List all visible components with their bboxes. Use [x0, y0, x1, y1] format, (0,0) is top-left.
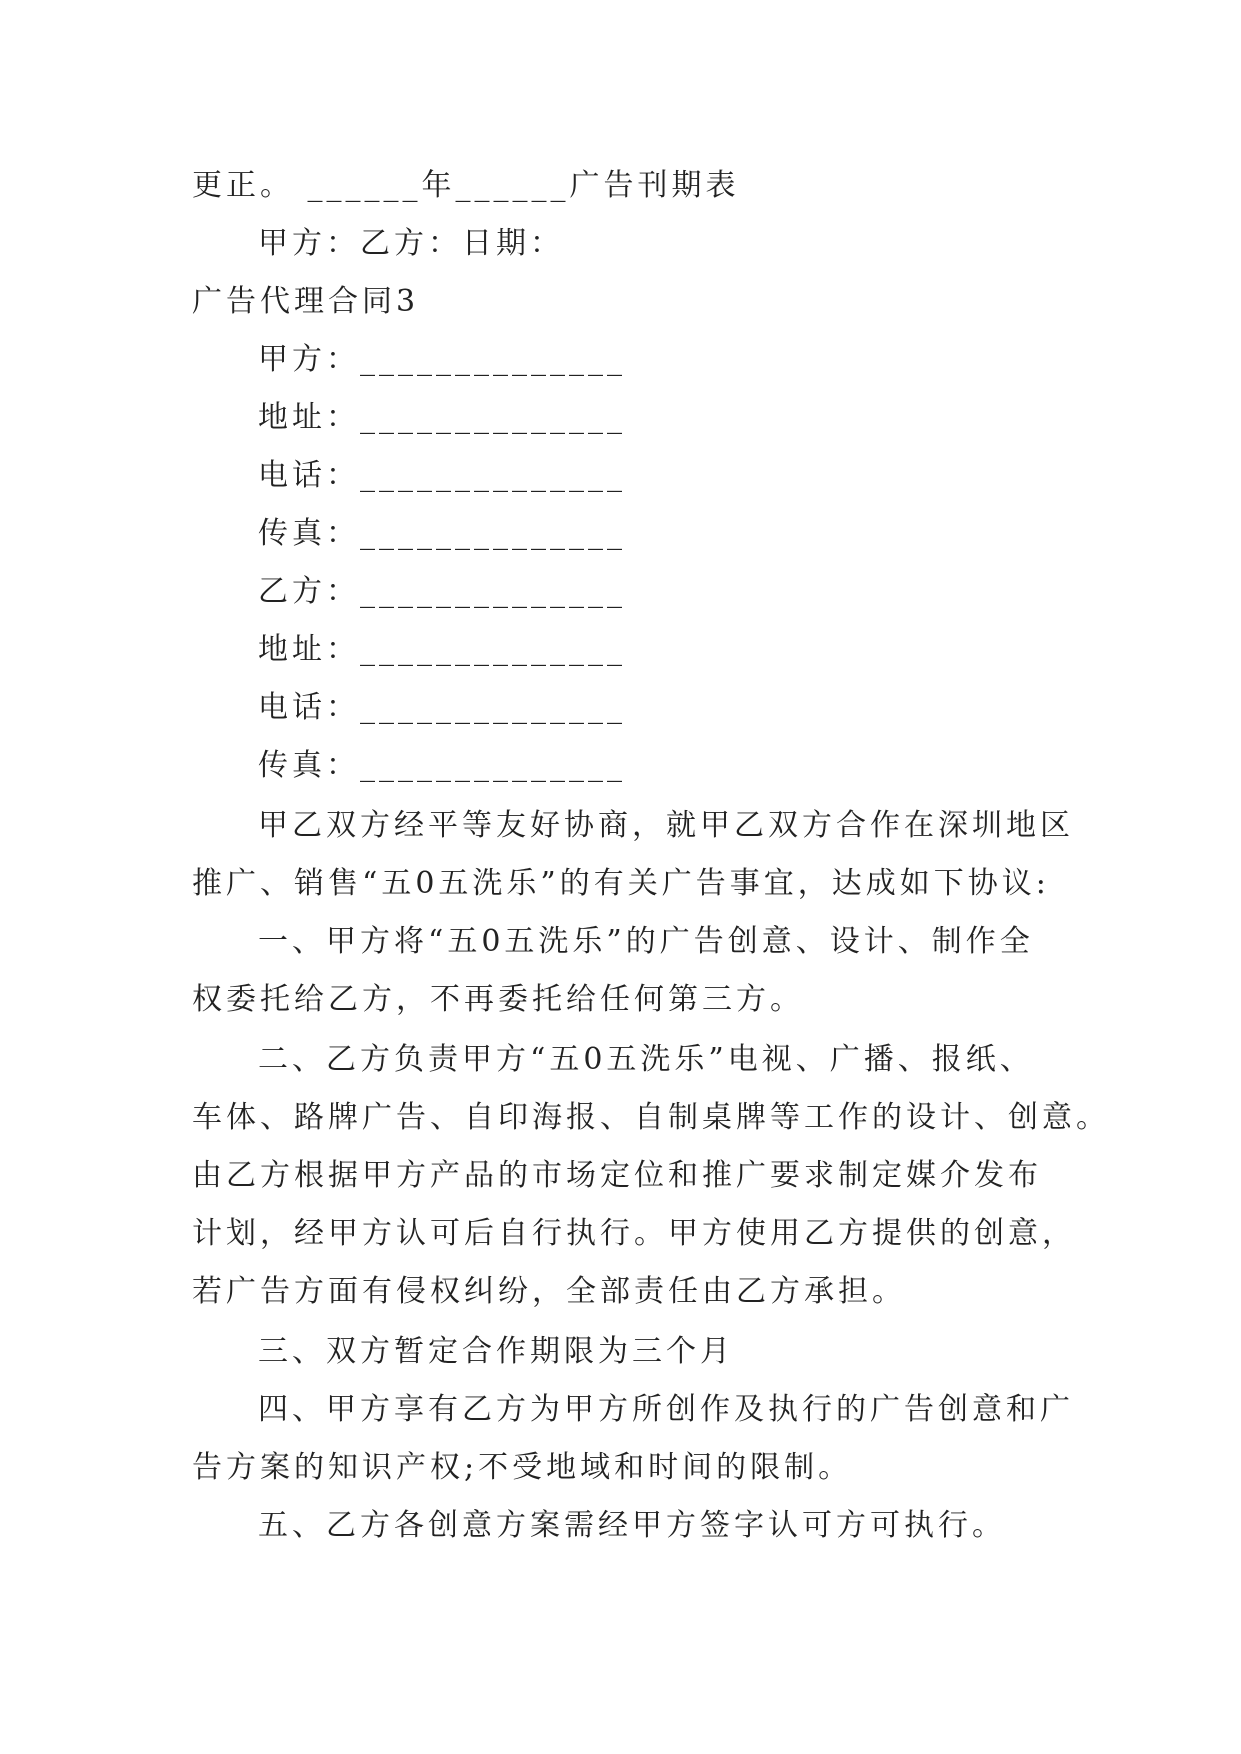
clause-4-line-1: 四、甲方享有乙方为甲方所创作及执行的广告创意和广: [258, 1392, 1074, 1427]
clause-2-line-4: 计划，经甲方认可后自行执行。甲方使用乙方提供的创意，: [192, 1216, 1076, 1251]
clause-3: 三、双方暂定合作期限为三个月: [258, 1334, 734, 1369]
party-b-field: 乙方：______________: [258, 574, 626, 609]
clause-1-line-2: 权委托给乙方，不再委托给任何第三方。: [192, 982, 804, 1017]
party-a-fax-field: 传真：______________: [258, 516, 626, 551]
clause-2-line-1: 二、乙方负责甲方“五0五洗乐”电视、广播、报纸、: [258, 1042, 1034, 1077]
text-line-correction: 更正。 ______年______广告刊期表: [192, 168, 740, 203]
party-b-fax-field: 传真：______________: [258, 748, 626, 783]
paragraph-intro-line-2: 推广、销售“五0五洗乐”的有关广告事宜，达成如下协议:: [192, 866, 1050, 901]
paragraph-intro-line-1: 甲乙双方经平等友好协商，就甲乙双方合作在深圳地区: [258, 808, 1074, 843]
clause-1-line-1: 一、甲方将“五0五洗乐”的广告创意、设计、制作全: [258, 924, 1034, 959]
party-a-phone-field: 电话：______________: [258, 458, 626, 493]
text-line-signatures: 甲方：乙方：日期：: [258, 226, 564, 261]
clause-2-line-3: 由乙方根据甲方产品的市场定位和推广要求制定媒介发布: [192, 1158, 1042, 1193]
clause-4-line-2: 告方案的知识产权;不受地域和时间的限制。: [192, 1450, 853, 1485]
party-a-field: 甲方：______________: [258, 342, 626, 377]
party-b-address-field: 地址：______________: [258, 632, 626, 667]
clause-2-line-5: 若广告方面有侵权纠纷，全部责任由乙方承担。: [192, 1274, 906, 1309]
clause-2-line-2: 车体、路牌广告、自印海报、自制桌牌等工作的设计、创意。: [192, 1100, 1110, 1135]
contract-title: 广告代理合同3: [192, 284, 420, 319]
party-a-address-field: 地址：______________: [258, 400, 626, 435]
party-b-phone-field: 电话：______________: [258, 690, 626, 725]
clause-5: 五、乙方各创意方案需经甲方签字认可方可执行。: [258, 1508, 1006, 1543]
